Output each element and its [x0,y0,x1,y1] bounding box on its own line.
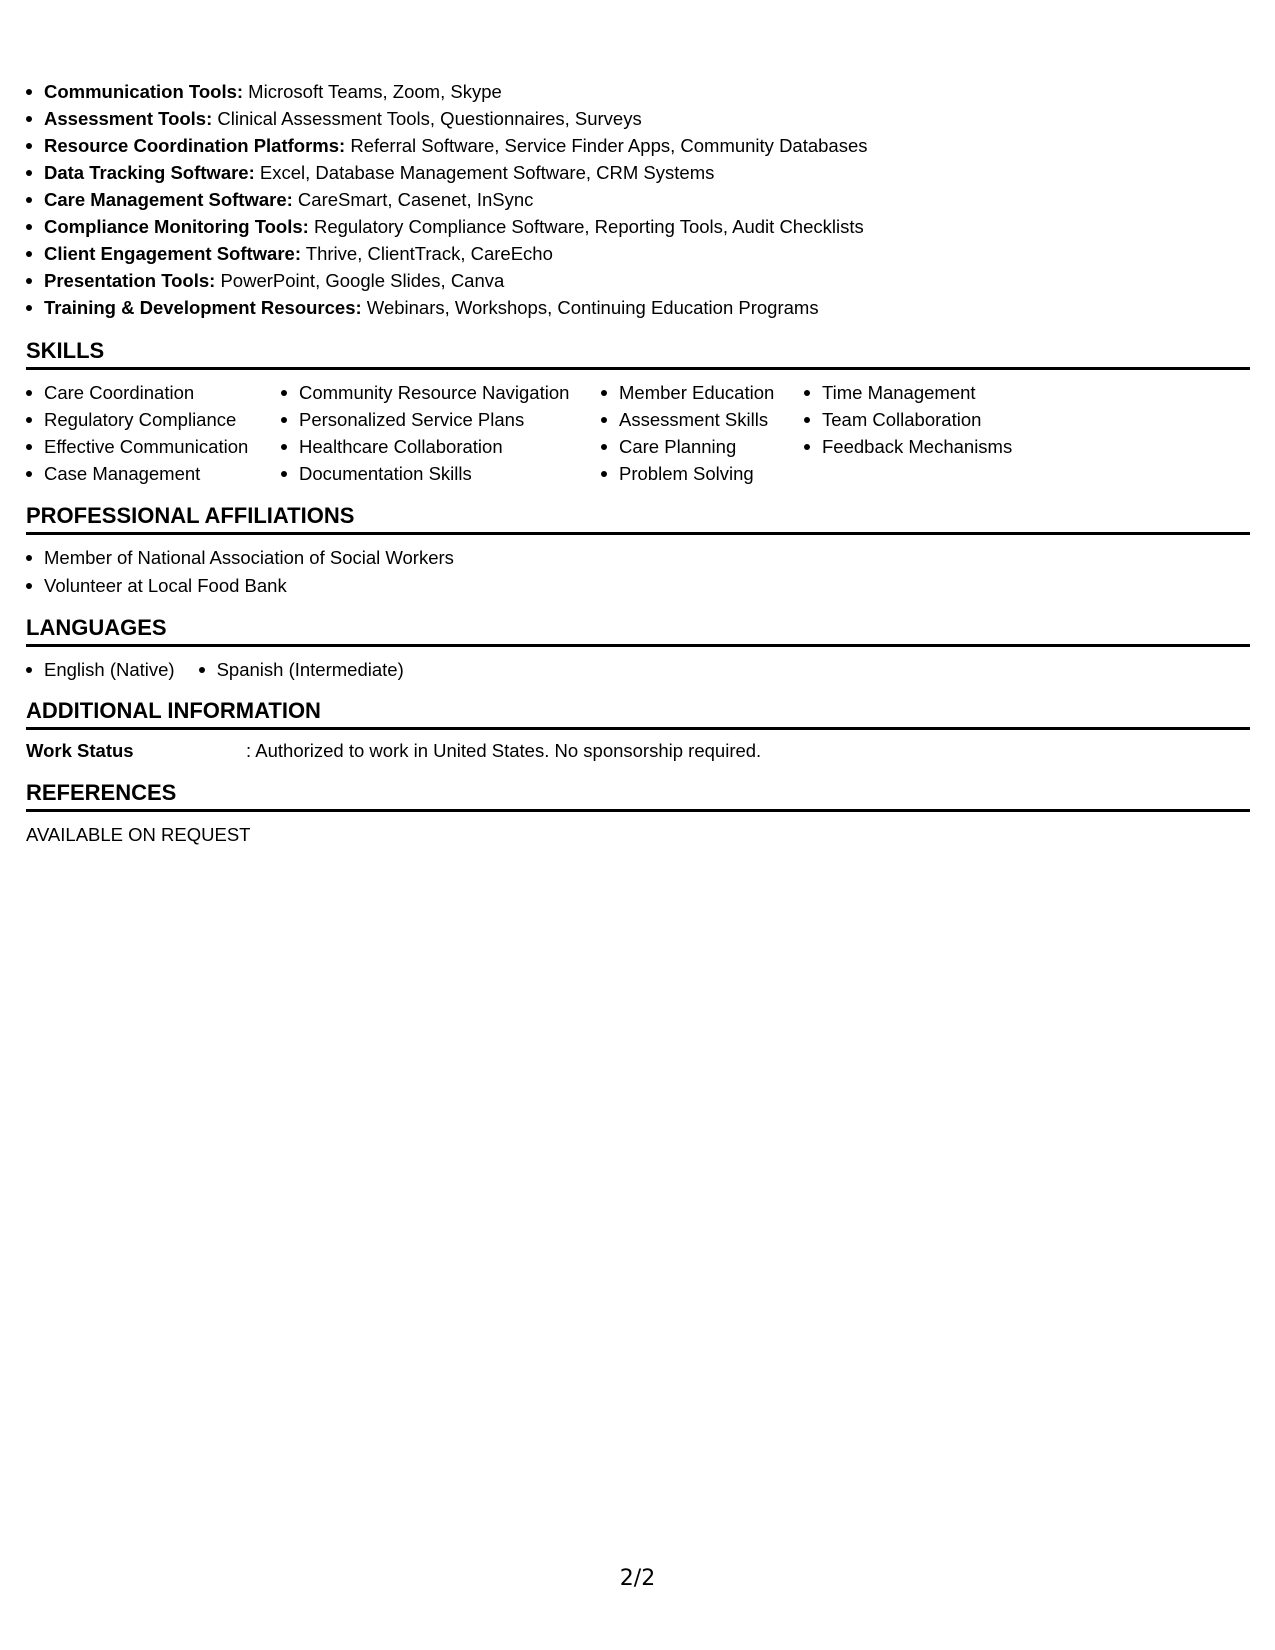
skills-column [281,379,601,487]
skill-item: Healthcare Collaboration [281,433,601,460]
tool-label: Training & Development Resources: [44,297,362,318]
skills-grid [26,379,1064,487]
work-status-row [26,738,761,764]
skill-item: Problem Solving [601,460,804,487]
tool-value: PowerPoint, Google Slides, Canva [215,270,505,291]
skill-item: Regulatory Compliance [26,406,281,433]
tool-label: Resource Coordination Platforms: [44,135,346,156]
skill-item: Case Management [26,460,281,487]
tool-value: Clinical Assessment Tools, Questionnaires, Surveys [212,108,642,129]
language-item: English (Native) [26,656,175,683]
tool-label: Data Tracking Software: [44,162,255,183]
list-item [26,132,868,159]
list-item [26,294,868,321]
references-text: AVAILABLE ON REQUEST [26,824,251,845]
tool-value: Thrive, ClientTrack, CareEcho [300,243,553,264]
skill-item: Assessment Skills [601,406,804,433]
skill-item: Team Collaboration [804,406,1064,433]
list-item [26,159,868,186]
skill-item: Effective Communication [26,433,281,460]
tool-label: Client Engagement Software: [44,243,301,264]
list-item: Volunteer at Local Food Bank [26,572,454,600]
skills-heading: SKILLS [26,338,1250,370]
skills-column [601,379,804,487]
list-item [26,78,868,105]
tool-value: CareSmart, Casenet, InSync [292,189,534,210]
tools-list [26,78,868,321]
tool-value: Referral Software, Service Finder Apps, Community Databases [345,135,868,156]
affiliations-list [26,544,454,600]
work-status-label: Work Status [26,740,134,761]
additional-info-heading: ADDITIONAL INFORMATION [26,698,1250,730]
skill-item: Feedback Mechanisms [804,433,1064,460]
tool-value: Webinars, Workshops, Continuing Education Programs [361,297,819,318]
languages-heading: LANGUAGES [26,615,1250,647]
skill-item: Member Education [601,379,804,406]
languages-list [26,656,428,683]
tool-value: Excel, Database Management Software, CRM Systems [254,162,715,183]
list-item [26,213,868,240]
work-status-value: : Authorized to work in United States. No sponsorship required. [246,740,762,761]
tool-label: Compliance Monitoring Tools: [44,216,309,237]
tool-value: Microsoft Teams, Zoom, Skype [243,81,502,102]
skill-item: Documentation Skills [281,460,601,487]
language-item: Spanish (Intermediate) [199,656,404,683]
skills-column [26,379,281,487]
skill-item: Care Coordination [26,379,281,406]
list-item [26,186,868,213]
references-heading: REFERENCES [26,780,1250,812]
list-item: Member of National Association of Social Workers [26,544,454,572]
skill-item: Time Management [804,379,1064,406]
tool-label: Communication Tools: [44,81,244,102]
list-item [26,240,868,267]
skill-item: Community Resource Navigation [281,379,601,406]
page-number: 2/2 [619,1566,656,1591]
skills-column [804,379,1064,487]
list-item [26,267,868,294]
list-item [26,105,868,132]
tool-label: Presentation Tools: [44,270,216,291]
affiliations-heading: PROFESSIONAL AFFILIATIONS [26,503,1250,535]
tool-label: Assessment Tools: [44,108,213,129]
tool-label: Care Management Software: [44,189,293,210]
skill-item: Personalized Service Plans [281,406,601,433]
skill-item: Care Planning [601,433,804,460]
tool-value: Regulatory Compliance Software, Reporting Tools, Audit Checklists [308,216,864,237]
